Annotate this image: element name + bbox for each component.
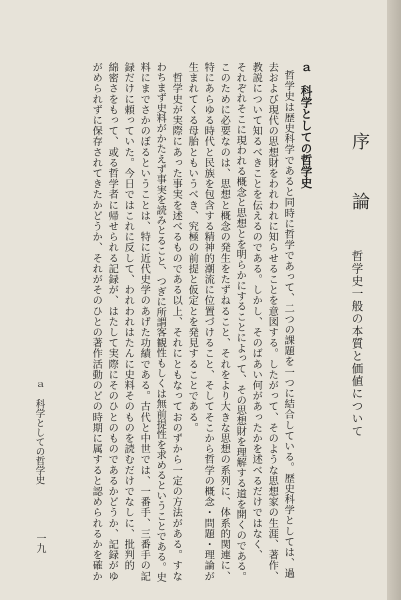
body-line: わちまず史料がかたえず事実を読みとること、つぎに所謂客観性もしくは無前提性を求めるということである。史 — [154, 62, 166, 583]
chapter-heading: 序 論 — [349, 132, 370, 222]
body-line: 録だけに頼っていた。今日ではこれに反して、われわれはたんに史料そのものを読むだけでなしに、批判的 — [122, 62, 134, 571]
body-line: 特にあらゆる時代と民族を包含する精神的潮流に位置づけること、そしてそこから哲学の概念・問題・理論が — [202, 62, 214, 582]
chapter-subtitle: 哲学史一般の本質と価値について — [350, 250, 365, 438]
page-edge — [387, 0, 401, 600]
body-line: 去および現代の思想財をわれわれに知らせることを意図する。したがって、そのような思想家の生涯、著作、 — [266, 62, 278, 582]
body-line: 料にまでさかのぼるということは、特に近代史学のあげた功績である。古代と中世では、一番手、三番手の記 — [138, 62, 150, 582]
body-line: 綿密さをもって、或る哲学者に帰せられる記録が、はたして実際にそのひとのものであるかどうか、記録がゆ — [106, 62, 118, 582]
body-line: 哲学史が実際にあった事実を述べるものである以上、それにともなっておのずから一定の方法がある。すな — [170, 62, 182, 582]
body-line: それぞれそこに現われる概念と思想とを明らかにすることによって、その思想財を理解する道を開くのである。 — [234, 62, 246, 582]
section-title: ａ 科学としての哲学史 — [299, 62, 314, 189]
page-number: 一九 — [34, 533, 45, 553]
body-line: 教説について知るべきことを伝えるのである。しかし、そのばあい何があったかを述べるだけではなく、 — [250, 62, 262, 561]
body-line: 生まれてくる母胎ともいうべき、究極の前提と仮定とを発見することである。 — [186, 62, 198, 433]
body-line: がめられずに保存されてきたかどうか、それがそのひとの著作活動のどの時期に属すると認められるかを確か — [90, 62, 102, 582]
body-line: 哲学史は歴史科学であると同時に哲学であって、二つの課題を一つに結合している。歴史科学としては、過 — [282, 70, 294, 579]
running-header: ａ 科学としての哲学史 — [33, 380, 45, 485]
body-line: このために必要なのは、思想と概念の発生をたずねること、それをより大きな思想の系列に、体系的関連に、 — [218, 62, 230, 582]
